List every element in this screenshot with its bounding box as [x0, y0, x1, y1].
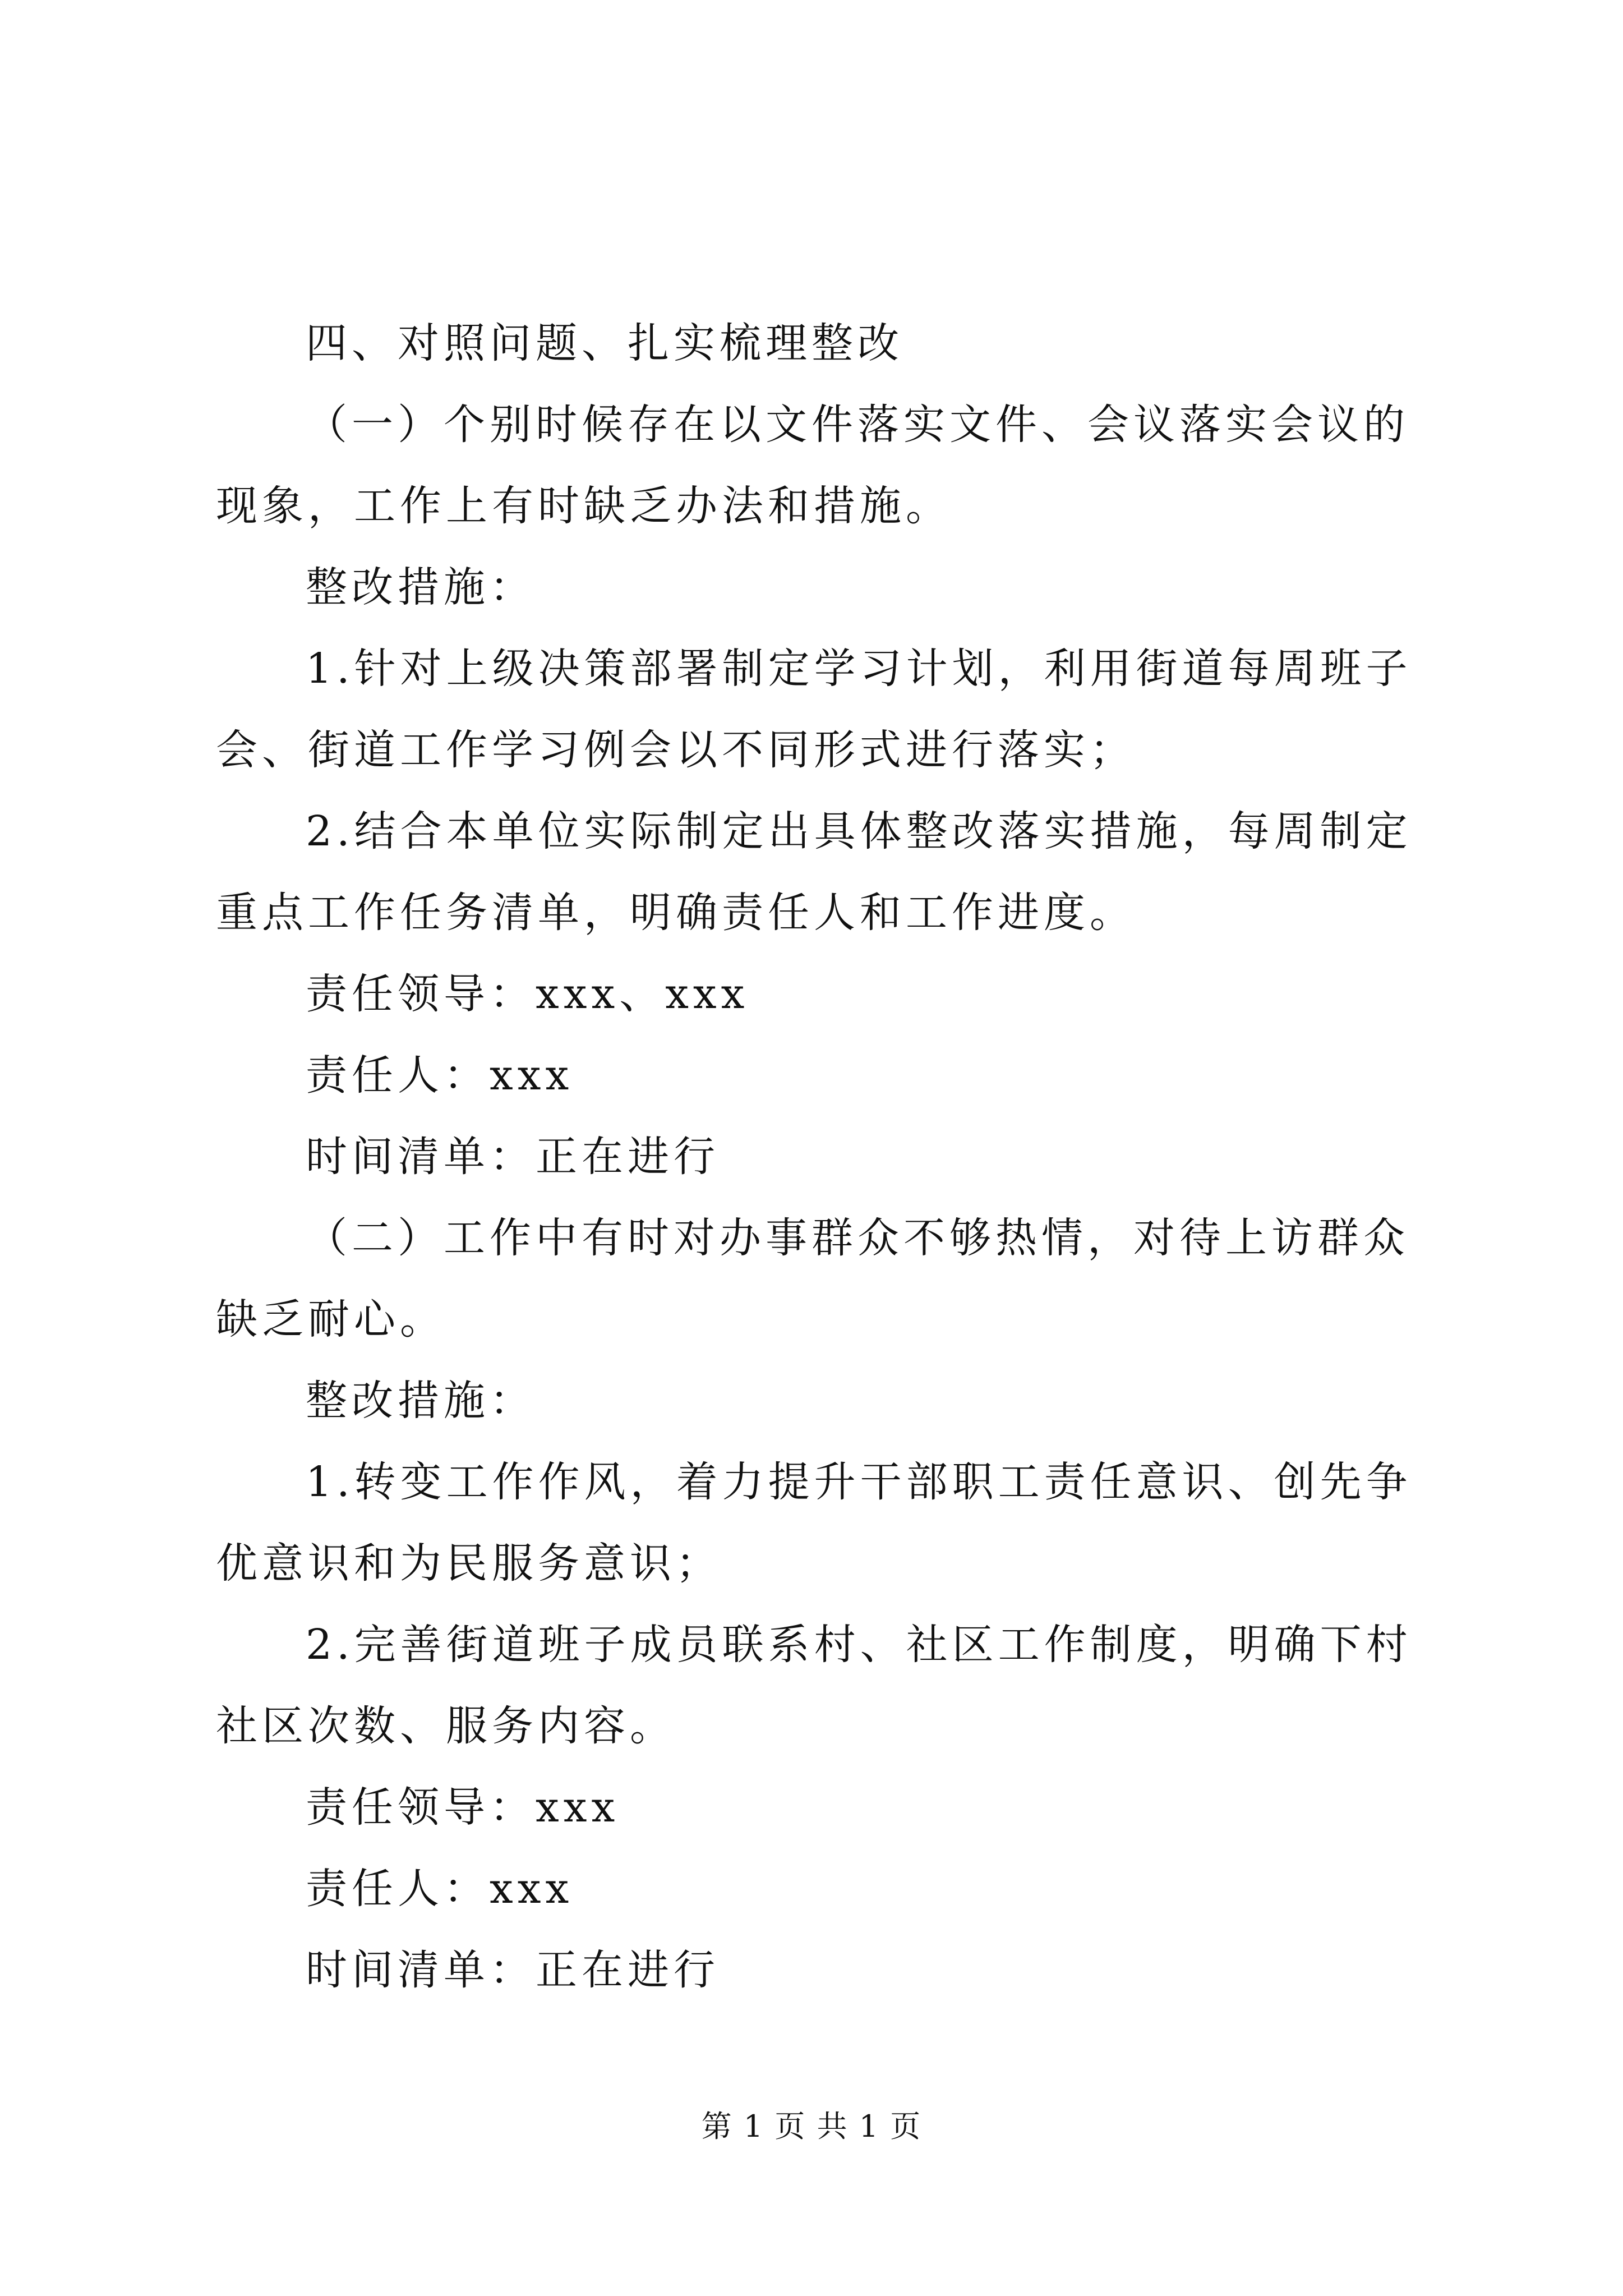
responsible-person: 责任人：xxx — [306, 1865, 574, 1913]
measure-item: 1.针对上级决策部署制定学习计划，利用街道每周班子会、街道工作学习例会以不同形式进行落实； — [216, 645, 1412, 774]
issue-one: （一）个别时候存在以文件落实文件、会议落实会议的现象，工作上有时缺乏办法和措施。 — [216, 401, 1409, 530]
responsible-leader: 责任领导：xxx、xxx — [306, 970, 749, 1018]
responsible-person: 责任人：xxx — [306, 1051, 574, 1099]
measure-item: 2.完善街道班子成员联系村、社区工作制度，明确下村社区次数、服务内容。 — [216, 1621, 1412, 1750]
measure-item: 1.转变工作作风，着力提升干部职工责任意识、创先争优意识和为民服务意识； — [216, 1458, 1412, 1588]
responsible-leader: 责任领导：xxx — [306, 1783, 620, 1832]
issue-two: （二）工作中有时对办事群众不够热情，对待上访群众缺乏耐心。 — [216, 1214, 1409, 1343]
measure-item: 2.结合本单位实际制定出具体整改落实措施，每周制定重点工作任务清单，明确责任人和工作进度。 — [216, 807, 1412, 937]
measures-label: 整改措施： — [306, 563, 536, 611]
timeline: 时间清单：正在进行 — [306, 1946, 720, 1994]
section-heading: 四、对照问题、扎实梳理整改 — [306, 319, 903, 367]
measures-label: 整改措施： — [306, 1377, 536, 1425]
page-footer: 第 1 页 共 1 页 — [701, 2109, 922, 2144]
document-body — [216, 303, 1427, 2011]
timeline: 时间清单：正在进行 — [306, 1133, 720, 1181]
